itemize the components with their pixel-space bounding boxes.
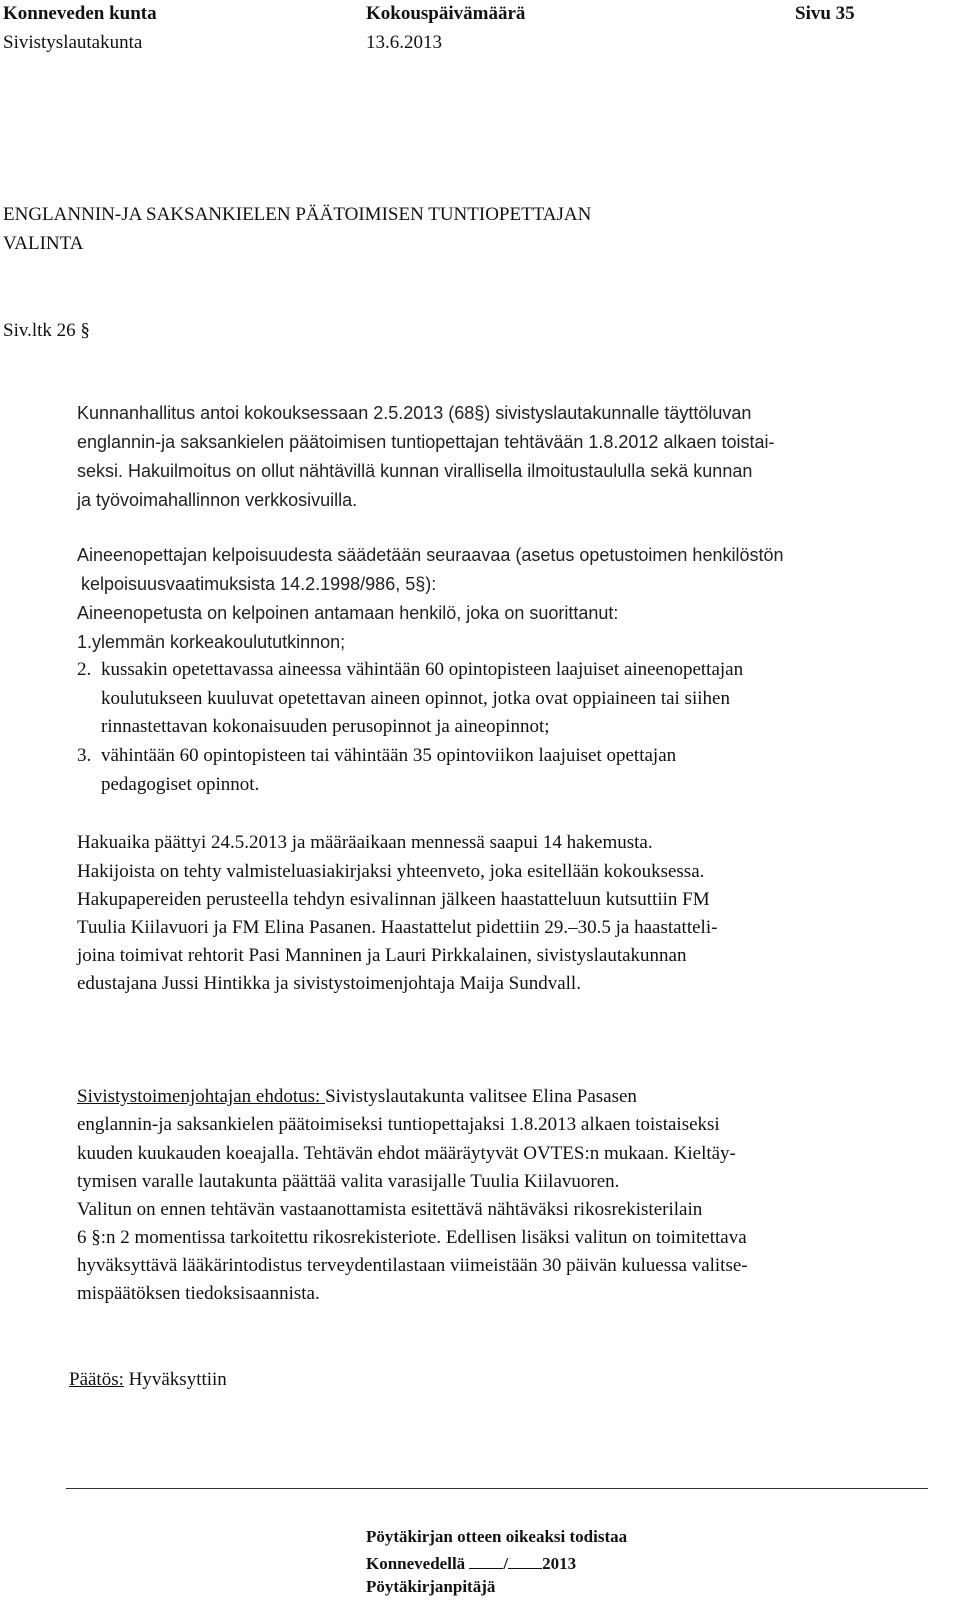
qualification-item-3-line-2: pedagogiset opinnot. (101, 774, 260, 795)
intro-line-3: seksi. Hakuilmoitus on ollut nähtävillä kunnan virallisella ilmoitustaululla sekä kunnan (77, 461, 753, 481)
footer-certify: Pöytäkirjan otteen oikeaksi todistaa (366, 1527, 628, 1546)
qualification-item-1: 1.ylemmän korkeakoulututkinnon; (77, 632, 346, 652)
footer-place-date (366, 1552, 576, 1574)
footer-divider (66, 1488, 928, 1489)
qualification-line-1: Aineenopettajan kelpoisuudesta säädetään seuraavaa (asetus opetustoimen henkilöstön (77, 545, 784, 565)
decision (69, 1369, 227, 1391)
footer-signer: Pöytäkirjanpitäjä (366, 1577, 496, 1596)
footer-month-blank (508, 1552, 542, 1569)
page-title-line-2: VALINTA (3, 233, 84, 254)
header-doc-type: Kokouspäivämäärä (366, 3, 526, 24)
intro-line-1: Kunnanhallitus antoi kokouksessaan 2.5.2013 (68§) sivistyslautakunnalle täyttöluvan (77, 403, 752, 423)
section-reference: Siv.ltk 26 § (3, 320, 90, 341)
process-line-4: Tuulia Kiilavuori ja FM Elina Pasanen. Haastattelut pidettiin 29.–30.5 ja haastatteli- (77, 917, 718, 938)
proposal-line-8: mispäätöksen tiedoksisaannista. (77, 1283, 320, 1304)
proposal-label: Sivistystoimenjohtajan ehdotus: (77, 1086, 326, 1107)
qualification-item-2-number: 2. (77, 659, 92, 680)
header-committee: Sivistyslautakunta (3, 32, 143, 53)
footer-day-blank (469, 1552, 503, 1569)
proposal-first-line (77, 1086, 637, 1108)
decision-label: Päätös: (69, 1369, 124, 1390)
proposal-line-7: hyväksyttävä lääkärintodistus terveydentilastaan viimeistään 30 päivän kuluessa valitse- (77, 1255, 748, 1276)
process-line-5: joina toimivat rehtorit Pasi Manninen ja Lauri Pirkkalainen, sivistyslautakunnan (77, 945, 687, 966)
intro-line-2: englannin-ja saksankielen päätoimisen tuntiopettajan tehtävään 1.8.2012 alkaen toistai- (77, 432, 775, 452)
proposal-line-6: 6 §:n 2 momentissa tarkoitettu rikosrekisteriote. Edellisen lisäksi valitun on toimitettava (77, 1227, 747, 1248)
header-page: Sivu 35 (795, 3, 855, 24)
qualification-item-3-line-1: vähintään 60 opintopisteen tai vähintään 35 opintoviikon laajuiset opettajan (101, 745, 677, 766)
process-line-1: Hakuaika päättyi 24.5.2013 ja määräaikaan mennessä saapui 14 hakemusta. (77, 832, 653, 853)
intro-line-4: ja työvoimahallinnon verkkosivuilla. (77, 490, 358, 510)
decision-value: Hyväksyttiin (123, 1369, 227, 1390)
proposal-line-4: tymisen varalle lautakunta päättää valita varasijalle Tuulia Kiilavuoren. (77, 1171, 620, 1192)
page-title-line-1: ENGLANNIN-JA SAKSANKIELEN PÄÄTOIMISEN TUNTIOPETTAJAN (3, 204, 592, 225)
proposal-line-3: kuuden kuukauden koeajalla. Tehtävän ehdot määräytyvät OVTES:n mukaan. Kieltäy- (77, 1143, 736, 1164)
qualification-item-3-number: 3. (77, 745, 92, 766)
qualification-item-2-line-2: koulutukseen kuuluvat opetettavan aineen opinnot, jotka ovat oppiaineen tai siihen (101, 688, 730, 709)
header-date: 13.6.2013 (366, 32, 442, 53)
process-line-2: Hakijoista on tehty valmisteluasiakirjaksi yhteenveto, joka esitellään kokouksessa. (77, 861, 705, 882)
process-line-3: Hakupapereiden perusteella tehdyn esivalinnan jälkeen haastatteluun kutsuttiin FM (77, 889, 710, 910)
proposal-line-2: englannin-ja saksankielen päätoimiseksi tuntiopettajaksi 1.8.2013 alkaen toistaiseksi (77, 1114, 720, 1135)
header-org: Konneveden kunta (3, 3, 157, 24)
qualification-line-3: Aineenopetusta on kelpoinen antamaan henkilö, joka on suorittanut: (77, 603, 619, 623)
proposal-first-line-text: Sivistyslautakunta valitsee Elina Pasasen (325, 1086, 637, 1107)
footer-place: Konnevedellä (366, 1554, 466, 1573)
footer-slash: / (503, 1554, 509, 1573)
proposal-line-5: Valitun on ennen tehtävän vastaanottamista esitettävä nähtäväksi rikosrekisterilain (77, 1199, 703, 1220)
qualification-item-2-line-3: rinnastettavan kokonaisuuden perusopinnot ja aineopinnot; (101, 716, 550, 737)
process-line-6: edustajana Jussi Hintikka ja sivistystoimenjohtaja Maija Sundvall. (77, 973, 581, 994)
qualification-item-2-line-1: kussakin opetettavassa aineessa vähintään 60 opintopisteen laajuiset aineenopettajan (101, 659, 744, 680)
qualification-line-2: kelpoisuusvaatimuksista 14.2.1998/986, 5§): (81, 574, 437, 594)
footer-year: 2013 (542, 1554, 577, 1573)
